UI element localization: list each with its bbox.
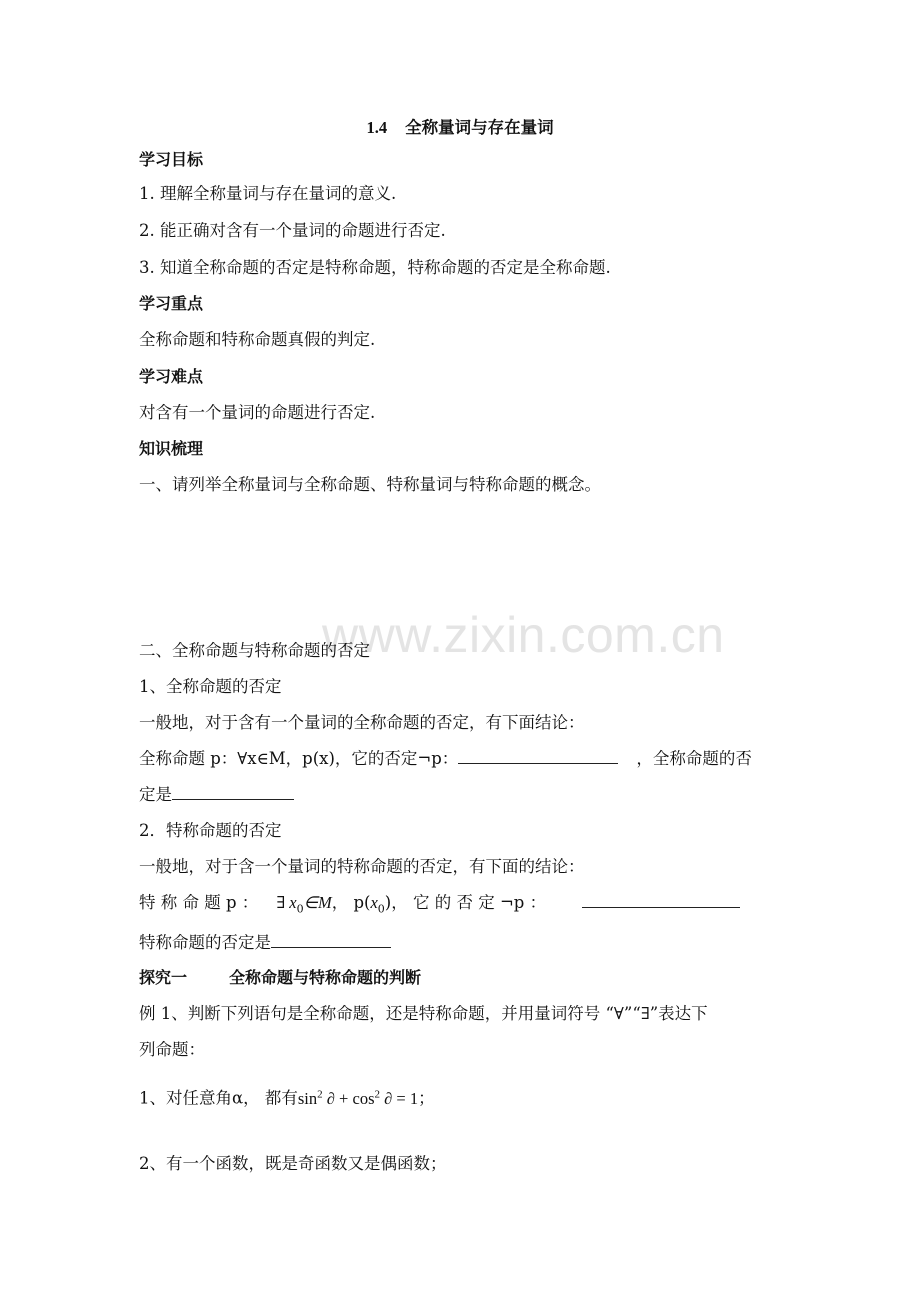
explore-title: 全称命题与特称命题的判断 <box>229 968 422 987</box>
watermark <box>322 606 725 664</box>
existential-negation-statement <box>139 892 740 920</box>
trig-identity: $\sin^2$ ∂ + $\cos^2$ ∂ = 1 <box>297 1088 419 1108</box>
heading-goals: 学习目标 <box>139 150 204 169</box>
review-item-1: 一、请列举全称量词与全称命题、特称量词与特称命题的概念。 <box>139 475 601 494</box>
heading-key-points: 学习重点 <box>139 294 204 313</box>
variable-x: x <box>289 893 297 912</box>
universal-negation-conclusion-label: 定是 <box>139 785 172 804</box>
difficult-points-text: 对含有一个量词的命题进行否定. <box>139 403 376 422</box>
goal-3: 3. 知道全称命题的否定是特称命题，特称命题的否定是全称命题. <box>139 258 611 277</box>
exists-symbol: ∃ <box>276 893 286 912</box>
watermark-text: www.zixin.com.cn <box>322 607 725 663</box>
answer-blank-4[interactable] <box>271 932 391 948</box>
predicate-arg-subscript: 0 <box>377 902 385 916</box>
goal-2: 2. 能正确对含有一个量词的命题进行否定. <box>139 221 446 240</box>
heading-difficult-points: 学习难点 <box>139 367 204 386</box>
answer-blank-2[interactable] <box>172 784 294 800</box>
universal-negation-prefix: 全称命题 p：∀x∈M，p(x)，它的否定¬p： <box>139 749 459 768</box>
answer-blank-1[interactable] <box>458 748 618 764</box>
example-item-1-end: ； <box>418 1088 435 1108</box>
review-item-2: 二、全称命题与特称命题的否定 <box>139 641 370 660</box>
subheading-existential-negation: 2．特称命题的否定 <box>139 821 282 840</box>
existential-predicate-open: ， p( <box>331 893 371 912</box>
universal-negation-conclusion <box>139 784 294 806</box>
subscript-zero: 0 <box>296 902 304 916</box>
predicate-arg: x <box>370 893 378 912</box>
heading-review: 知识梳理 <box>139 439 204 458</box>
existential-negation-label: )， 它 的 否 定 ¬p ： <box>384 893 547 912</box>
example-item-1-text: 1、对任意角α， 都有 <box>139 1088 298 1108</box>
example-1-line-1: 例 1、判断下列语句是全称命题，还是特称命题，并用量词符号 “∀”“∃”表达下 <box>139 1004 708 1023</box>
answer-blank-3[interactable] <box>582 892 740 908</box>
universal-negation-statement <box>139 748 752 770</box>
page-title <box>0 114 920 138</box>
set-membership: ∈M <box>303 893 332 912</box>
existential-negation-conclusion <box>139 932 391 954</box>
universal-negation-suffix: ，全称命题的否 <box>636 749 752 768</box>
key-points-text: 全称命题和特称命题真假的判定. <box>139 330 376 349</box>
title-text: 全称量词与存在量词 <box>405 118 554 137</box>
existential-prefix: 特 称 命 题 p ： <box>139 893 259 912</box>
example-1-line-2: 列命题： <box>139 1040 205 1059</box>
goal-1: 1. 理解全称量词与存在量词的意义. <box>139 184 397 203</box>
explore-heading <box>139 967 421 989</box>
universal-negation-intro: 一般地，对于含有一个量词的全称命题的否定，有下面结论： <box>139 713 585 732</box>
title-number: 1.4 <box>366 118 388 137</box>
existential-negation-conclusion-label: 特称命题的否定是 <box>139 933 271 952</box>
explore-label: 探究一 <box>139 968 188 987</box>
existential-negation-intro: 一般地，对于含一个量词的特称命题的否定，有下面的结论： <box>139 857 585 876</box>
example-item-1 <box>139 1083 435 1110</box>
subheading-universal-negation: 1、全称命题的否定 <box>139 677 282 696</box>
example-item-2: 2、有一个函数，既是奇函数又是偶函数； <box>139 1154 447 1173</box>
